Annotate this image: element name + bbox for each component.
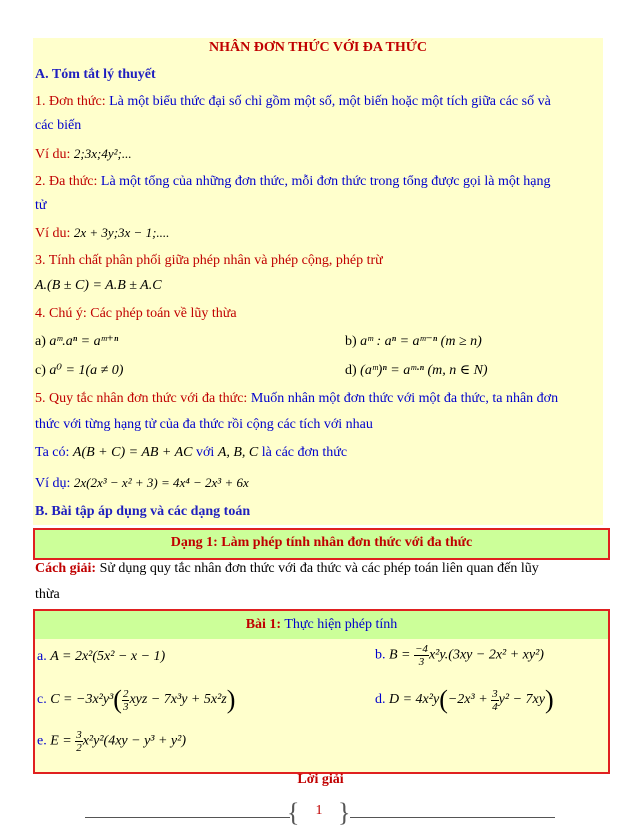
- example-math: 2x + 3y;3x − 1;....: [73, 225, 170, 240]
- section-a-heading: A. Tóm tắt lý thuyết: [35, 67, 156, 82]
- cach-giai-line2: thừa: [35, 587, 60, 602]
- example-label: Ví du:: [35, 147, 71, 162]
- exercise-d-post: y² − 7xy: [498, 692, 545, 708]
- item-5-example: [35, 473, 249, 494]
- item-3-label: 3. Tính chất phân phối giữa phép nhân và phép cộng, phép trừ: [35, 253, 383, 268]
- bai-1-header: [35, 611, 608, 639]
- item-4-b-label: b): [345, 334, 361, 349]
- exercise-a-math: A = 2x²(5x² − x − 1): [50, 649, 166, 664]
- cach-giai-label: Cách giải:: [35, 561, 97, 576]
- item-4-b: [345, 332, 482, 352]
- fraction-denominator: 3: [418, 656, 425, 668]
- item-2-text: Là một tổng của những đơn thức, mỗi đơn thức trong tổng được gọi là một hạng: [97, 174, 551, 189]
- item-4-d-label: d): [345, 363, 361, 378]
- exercise-c: [37, 685, 235, 715]
- item-4-b-math: aᵐ : aⁿ = aᵐ⁻ⁿ (m ≥ n): [360, 334, 482, 349]
- item-4-c-label: c): [35, 363, 50, 378]
- item-1-line1: [35, 92, 551, 112]
- footer-line-left: [85, 817, 290, 818]
- exercise-d-mid: −2x³ +: [447, 692, 488, 708]
- item-4-d-math: (aᵐ)ⁿ = aᵐ·ⁿ (m, n ∈ N): [360, 363, 488, 378]
- item-2-label: 2. Đa thức:: [35, 174, 98, 189]
- exercise-c-label: c.: [37, 692, 47, 708]
- page-title: NHÂN ĐƠN THỨC VỚI ĐA THỨC: [209, 40, 427, 55]
- item-1-text: Là một biểu thức đại số chỉ gồm một số, một biến hoặc một tích giữa các số và: [105, 94, 551, 109]
- ta-co-label: Ta có:: [35, 445, 70, 460]
- example-label: Ví du:: [35, 226, 71, 241]
- exercise-b-label: b.: [375, 647, 386, 663]
- solution-heading: Lời giải: [297, 772, 344, 787]
- item-5-text: Muốn nhân một đơn thức với một đa thức, ta nhân đơn: [247, 391, 559, 406]
- item-1-example: [35, 144, 132, 165]
- footer-brace-right: }: [338, 798, 351, 827]
- item-4-a-math: aᵐ.aⁿ = aᵐ⁺ⁿ: [49, 334, 119, 349]
- exercise-e-fraction: [75, 729, 83, 754]
- cach-giai-text: Sử dụng quy tắc nhân đơn thức với đa thức và các phép toán liên quan đến lũy: [96, 561, 539, 576]
- exercise-d-pre: D = 4x²y: [389, 692, 440, 708]
- cach-giai-line1: [35, 559, 539, 579]
- exercise-d: [375, 685, 554, 715]
- item-5-line1: [35, 389, 558, 409]
- fraction-denominator: 4: [492, 700, 498, 713]
- exercise-a-label: a.: [37, 649, 47, 664]
- exercise-b: [375, 643, 544, 668]
- exercise-b-fraction: [414, 643, 429, 668]
- left-paren: (: [113, 685, 122, 714]
- fraction-numerator: 3: [76, 729, 82, 741]
- footer-line-right: [350, 817, 555, 818]
- example-math: 2x(2x³ − x² + 3) = 4x⁴ − 2x³ + 6x: [73, 475, 249, 490]
- bai-1-text: Thực hiện phép tính: [281, 617, 398, 632]
- exercise-e-post: x²y²(4xy − y³ + y²): [82, 733, 187, 749]
- item-4-c-math: a⁰ = 1(a ≠ 0): [49, 363, 124, 378]
- item-4-d: [345, 361, 488, 381]
- exercise-e-pre: E =: [50, 733, 72, 749]
- exercise-d-label: d.: [375, 692, 386, 708]
- item-4-a-label: a): [35, 334, 50, 349]
- footer-brace-left: {: [287, 798, 300, 827]
- rule-tail: là các đơn thức: [258, 445, 348, 460]
- exercise-a: [37, 649, 165, 665]
- item-2-line1: [35, 172, 550, 192]
- example-label: Ví dụ:: [35, 476, 71, 491]
- page-number: 1: [315, 803, 323, 818]
- item-5-line2: thức với từng hạng tử của đa thức rồi cộng các tích với nhau: [35, 417, 373, 432]
- bai-1-box: [33, 609, 610, 774]
- exercise-b-pre: B =: [389, 647, 411, 663]
- dang-1-box: [33, 528, 610, 560]
- item-4-a: [35, 332, 118, 352]
- dang-1-title: Dạng 1: Làm phép tính nhân đơn thức với đa thức: [170, 535, 473, 550]
- item-1-line2: các biến: [35, 118, 82, 133]
- exercise-c-pre: C = −3x²y³: [50, 692, 114, 708]
- item-4-label: 4. Chú ý: Các phép toán về lũy thừa: [35, 306, 237, 321]
- rule-with: với: [192, 445, 218, 460]
- rule-vars: A, B, C: [217, 445, 259, 460]
- section-b-heading: B. Bài tập áp dụng và các dạng toán: [35, 504, 251, 519]
- fraction-numerator: 3: [492, 687, 498, 700]
- example-math: 2;3x;4y²;...: [73, 146, 132, 161]
- exercise-c-post: xyz − 7x³y + 5x²z: [129, 692, 227, 708]
- item-5-rule: [35, 443, 347, 463]
- item-2-example: [35, 223, 169, 244]
- rule-formula: A(B + C) = AB + AC: [72, 445, 193, 460]
- left-paren: (: [439, 685, 448, 714]
- item-3-formula: A.(B ± C) = A.B ± A.C: [35, 278, 162, 293]
- exercise-b-post: x²y.(3xy − 2x² + xy²): [428, 647, 544, 663]
- fraction-denominator: 2: [76, 742, 82, 754]
- right-paren: ): [544, 685, 554, 714]
- bai-1-label: Bài 1:: [245, 617, 282, 632]
- exercise-e: [37, 729, 186, 754]
- item-2-line2: tử: [35, 198, 47, 213]
- item-5-label: 5. Quy tắc nhân đơn thức với đa thức:: [35, 391, 248, 406]
- fraction-numerator: −4: [415, 643, 428, 655]
- right-paren: ): [226, 685, 236, 714]
- exercise-e-label: e.: [37, 733, 47, 749]
- exercise-d-fraction: [491, 688, 499, 713]
- fraction-numerator: 2: [122, 687, 129, 700]
- fraction-denominator: 3: [122, 700, 129, 713]
- item-4-c: [35, 361, 123, 381]
- item-1-label: 1. Đơn thức:: [35, 94, 106, 109]
